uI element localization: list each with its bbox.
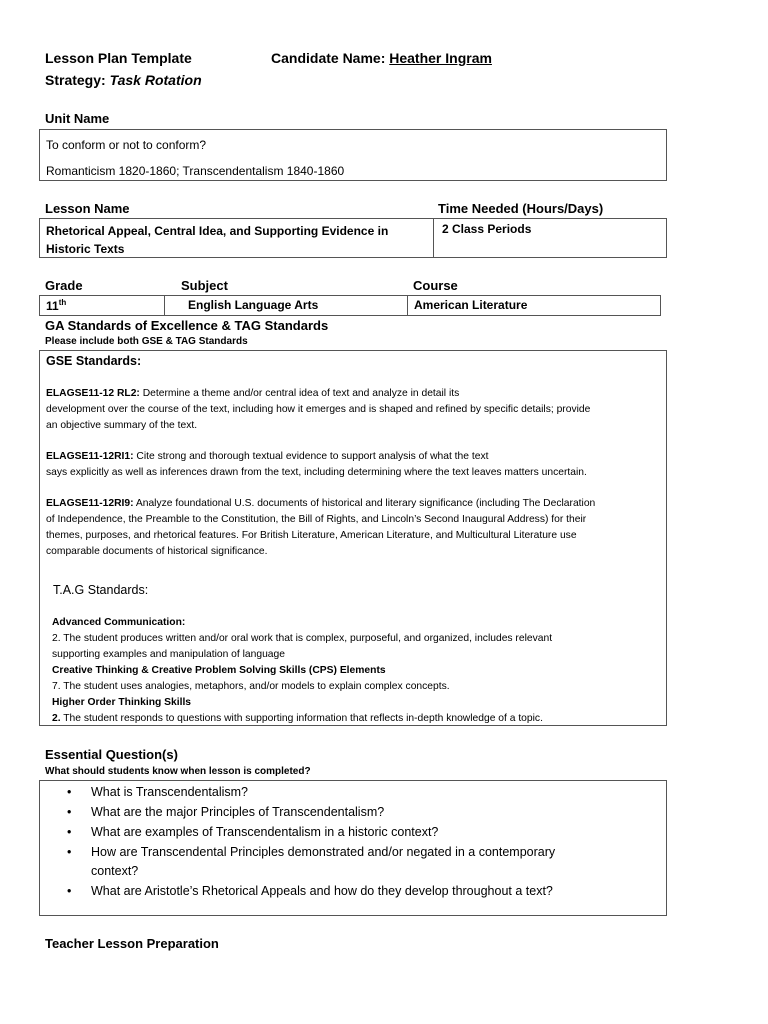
lesson-divider: [433, 219, 434, 257]
grade-label: Grade: [45, 278, 83, 293]
candidate-label: Candidate Name:: [271, 50, 386, 66]
essential-heading: Essential Question(s): [45, 747, 178, 762]
list-item: • What are Aristotle’s Rhetorical Appeals and how do they develop throughout a text?: [67, 884, 553, 898]
candidate-value: Heather Ingram: [389, 50, 492, 66]
subject-value: English Language Arts: [188, 298, 319, 312]
gse-heading: GSE Standards:: [46, 354, 142, 368]
unit-name-label: Unit Name: [45, 111, 110, 126]
strategy-label: Strategy:: [45, 72, 106, 88]
list-item: • How are Transcendental Principles demonstrated and/or negated in a contemporary context?: [67, 845, 556, 878]
lesson-name-box: [39, 218, 667, 258]
tag-adv-comm-title: Advanced Communication:: [52, 617, 186, 628]
time-needed-value: 2 Class Periods: [442, 222, 532, 236]
unit-name-box: [39, 129, 667, 181]
standards-heading: GA Standards of Excellence & TAG Standards: [45, 318, 329, 333]
grade-divider: [164, 296, 165, 315]
unit-line-1: To conform or not to conform?: [46, 138, 207, 152]
subject-label: Subject: [181, 278, 228, 293]
tag-cps-title: Creative Thinking & Creative Problem Solving Skills (CPS) Elements: [52, 665, 386, 676]
list-item: • What are examples of Transcendentalism in a historic context?: [67, 825, 439, 839]
list-item: • What is Transcendentalism?: [67, 785, 249, 799]
teacher-prep-heading: Teacher Lesson Preparation: [45, 936, 219, 951]
essential-question-list: [40, 783, 660, 902]
essential-note: What should students know when lesson is completed?: [45, 766, 311, 777]
standards-note: Please include both GSE & TAG Standards: [45, 336, 248, 347]
gse-ri1: ELAGSE11-12RI1: Cite strong and thorough textual evidence to support analysis of what the text says explicitly as well as inferences drawn from the text, including determining where the text leaves matters uncertain.: [46, 451, 587, 478]
strategy-line: [45, 72, 202, 88]
grade-value: 11th: [46, 298, 67, 313]
gse-ri9: ELAGSE11-12RI9: Analyze foundational U.S. documents of historical and literary significance (including The Declaration of Independence, the Preamble to the Constitution, the Bill of Rights, and Lincoln’s Second Inaugural Address) for their themes, purposes, and rhetorical features. For British Literature, American Literature, and Multicultural Literature use comparable documents of historical significance.: [46, 498, 596, 557]
tag-standards: Advanced Communication: 2. The student produces written and/or oral work that is complex, purposeful, and organized, includes relevant supporting examples and manipulation of language Creative Thinking & Creative Problem Solving Skills (CPS) Elements 7. The student uses analogies, metaphors, and/or models to explain complex concepts. Higher Order Thinking Skills 2. The student responds to questions with supporting information that reflects in-depth knowledge of a topic.: [52, 617, 553, 724]
time-needed-label: Time Needed (Hours/Days): [438, 201, 604, 216]
course-value: American Literature: [414, 298, 528, 312]
course-info-row: [39, 295, 661, 316]
candidate-line: [271, 50, 492, 66]
template-title: Lesson Plan Template: [45, 50, 192, 66]
list-item: • What are the major Principles of Transcendentalism?: [67, 805, 385, 819]
standards-box: [39, 350, 667, 726]
essential-box: [39, 780, 667, 916]
unit-line-2: Romanticism 1820-1860; Transcendentalism 1840-1860: [46, 164, 345, 178]
subject-divider: [407, 296, 408, 315]
course-label: Course: [413, 278, 458, 293]
lesson-name-label: Lesson Name: [45, 201, 130, 216]
lesson-name-line-1: Rhetorical Appeal, Central Idea, and Supporting Evidence in: [46, 224, 389, 238]
tag-hot-title: Higher Order Thinking Skills: [52, 697, 192, 708]
lesson-name-line-2: Historic Texts: [46, 242, 125, 256]
lesson-name-value: [46, 222, 388, 258]
strategy-value: Task Rotation: [109, 72, 202, 88]
tag-heading: T.A.G Standards:: [53, 583, 149, 597]
gse-rl2: ELAGSE11-12 RL2: Determine a theme and/or central idea of text and analyze in detail its development over the course of the text, including how it emerges and is shaped and refined by specific details; provide an objective summary of the text.: [46, 388, 591, 431]
